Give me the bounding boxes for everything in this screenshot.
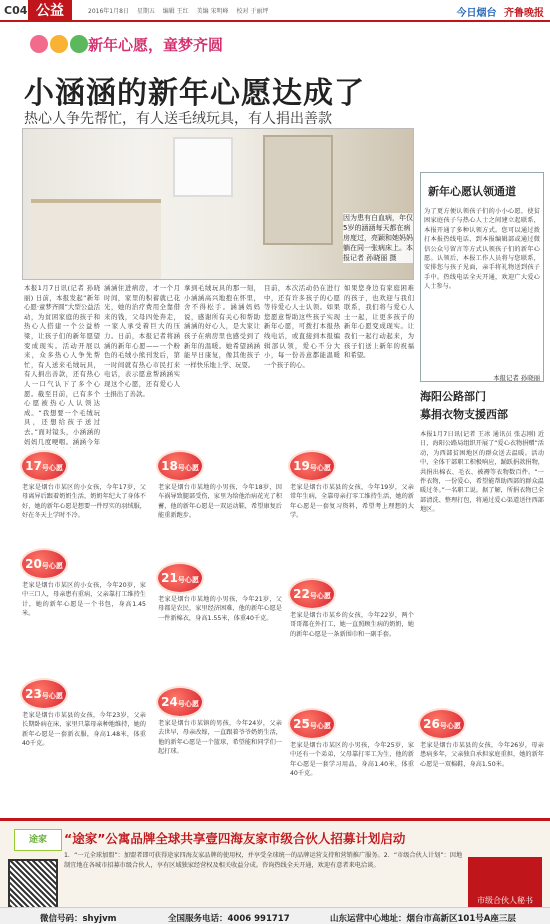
wish-text: 老家是烟台市某乡的女孩，今年22岁，两个哥哥都在外打工，她一直照顾生病的奶奶，她的新年心愿是一条新围巾和一副手套。 bbox=[290, 612, 414, 638]
wish-text: 老家是烟台市某县的女孩，今年19岁，父亲常年生病，全靠母亲打零工维持生活，她的新年心愿是一套复习资料，希望考上理想的大学。 bbox=[290, 484, 414, 519]
brand-today-yantai: 今日烟台 bbox=[456, 8, 497, 19]
photo-wardrobe bbox=[263, 135, 333, 245]
photo-bed bbox=[31, 199, 161, 279]
article-column-4: 目前，本次活动仍在进行中，还有许多孩子的心愿等待爱心人士认领。如果您愿意帮助这些孩子实现新年心愿，可拨打本报热线电话，或直接到本报编辑部认领，爱心不分大小，每一份善意都能温暖一个孩子的心。 bbox=[264, 284, 340, 369]
brand-qilu: 齐鲁晚报 bbox=[504, 8, 544, 19]
age-badge: 21号心愿 bbox=[158, 564, 202, 592]
issue-weekday: 星期五 bbox=[136, 8, 155, 15]
wish-card bbox=[22, 550, 146, 645]
article-column-2: 涵涵住进病房，才一个月时间，家里的积蓄就已花光，她的治疗费用全靠借来的钱，父母四处奔走，一家人承受着巨大的压力。日前，本报记者将涵涵的新年心愿——一个粉色的毛绒小熊刊发后，第一时间就有热心市民打来电话，表示愿意帮涵涵实现这个心愿，还有爱心人士捐出了善款。 bbox=[104, 284, 180, 398]
editor-credit: 编辑 王红 bbox=[162, 8, 189, 15]
wish-card bbox=[158, 452, 282, 547]
ad-phone: 全国服务电话：4006 991717 bbox=[168, 914, 290, 924]
wish-text: 老家是烟台市某区的小女孩，今年17岁，父母离异后跟着奶奶生活，奶奶年纪大了身体不好，她的新年心愿是想要一件厚实的羽绒服，好在冬天上学时不冷。 bbox=[22, 484, 146, 519]
wish-text: 老家是烟台市某区的小男孩，今年25岁，家中还有一个弟弟，父母靠打零工为生，他的新年心愿是一套学习用品，身高1.40米，体重40千克。 bbox=[290, 742, 414, 777]
photo-caption: 因为患有白血病，年仅5岁的涵涵每天都在病房度过，亮颖和她妈妈躺在同一张病床上。本报记者 孙晓丽 摄 bbox=[343, 213, 414, 263]
age-badge: 19号心愿 bbox=[290, 452, 334, 480]
sidebar-box-title: 新年心愿认领通道 bbox=[428, 185, 516, 198]
ad-footer bbox=[0, 907, 550, 924]
section-tag: 公益 bbox=[28, 0, 72, 22]
wish-text: 老家是烟台市某地的小男孩，今年18岁，因车祸导致腿部受伤，家里为给他治病花光了积蓄，他的新年心愿是一双运动鞋，希望康复后能重新跑步。 bbox=[158, 484, 282, 519]
wish-card bbox=[290, 580, 414, 675]
wish-card bbox=[158, 688, 282, 783]
wish-card bbox=[22, 452, 146, 547]
article-subheadline: 热心人争先帮忙，有人送毛绒玩具，有人捐出善款 bbox=[24, 111, 332, 127]
photo-window bbox=[173, 137, 233, 197]
side-news bbox=[420, 388, 544, 720]
age-badge: 20号心愿 bbox=[22, 550, 66, 578]
ad-body: 1．“一元全球加盟”：加盟者即可获得途家四海友家品牌的使用权，并享受全球统一的品牌运营支持和营销推广服务。2．“市级合伙人计划”：因地制宜地在各城市招募市级合伙人，享有区域独家经营权及相关收益分成。咨询热线全天开通，欢迎有意者来电洽谈。 bbox=[64, 852, 463, 869]
sidebar-box-body: 为了更方便认领孩子们的小小心愿，使贫困家庭孩子与热心人士之间建立起联系，本报开通了多种认领方式。您可以通过拨打本报热线电话、到本报编辑部或通过微信公众号留言等方式认领孩子们的新年心愿。认领后，本报工作人员将与您联系，安排您与孩子见面，亲手将礼物送到孩子手中。热线电话全天开通，欢迎广大爱心人士参与。 bbox=[424, 208, 540, 291]
sidebar-box bbox=[420, 172, 544, 382]
decor-dot-icon bbox=[50, 35, 68, 53]
age-badge: 25号心愿 bbox=[290, 710, 334, 738]
header-meta bbox=[88, 6, 274, 15]
article-headline: 小涵涵的新年心愿达成了 bbox=[24, 76, 365, 111]
article-column-1: 本报1月7日讯(记者 孙晓丽) 日前，本报发起“新年心愿·童梦齐圆”大型公益活动，为贫困家庭的孩子和热心人搭建一个公益桥梁，让孩子们的新年愿望变成现实。活动开展以来，众多热心人争先帮忙，有人送来毛绒玩具，有人捐出善款，还有热心人一口气认下了多个心愿。截至目前，已有多个心愿被热心人认领达成。“我想要一个毛绒玩具，还想给孩子送过去。”面对镜头，小涵涵的妈妈几度哽咽。涵涵今年 bbox=[24, 284, 100, 446]
side-news-title-b: 募捐衣物支援西部 bbox=[420, 408, 508, 421]
ad-title: “途家”公寓品牌全球共享壹四海友家市级合伙人招募计划启动 bbox=[64, 831, 406, 846]
page-header bbox=[0, 0, 550, 22]
wish-text: 老家是烟台市某区的小女孩，今年20岁，家中三口人，母亲患有重病，父亲靠打工维持生计，她的新年心愿是一个书包，身高1.45米。 bbox=[22, 582, 146, 617]
wish-card bbox=[290, 452, 414, 547]
age-badge: 17号心愿 bbox=[22, 452, 66, 480]
qr-code-icon bbox=[8, 859, 58, 909]
wish-card bbox=[290, 710, 414, 805]
page-number: C04 bbox=[4, 4, 28, 17]
article-column-3: 拿到毛绒玩具的那一刻，小涵涵高兴地抱在怀里，舍不得松手。涵涵妈妈说，感谢所有关心和帮助涵涵的好心人，是大家让孩子在病房里也感受到了新年的温暖。她希望涵涵能早日康复，像其他孩子一样快乐地上学、玩耍。 bbox=[184, 284, 260, 369]
ad-address: 山东运营中心地址：烟台市高新区101号A座三层 bbox=[330, 914, 516, 924]
age-badge: 24号心愿 bbox=[158, 688, 202, 716]
age-badge: 22号心愿 bbox=[290, 580, 334, 608]
campaign-banner bbox=[30, 30, 250, 58]
wish-text: 老家是烟台市某县的女孩，今年26岁，母亲患病多年，父亲独自承担家庭重担，她的新年心愿是一双棉鞋，身高1.50米。 bbox=[420, 742, 544, 768]
ward-photo bbox=[22, 128, 414, 280]
wish-text: 老家是烟台市某县的女孩，今年23岁，父亲长期卧病在床，家里只靠母亲种地维持，她的新年心愿是一套新衣服，身高1.48米，体重40千克。 bbox=[22, 712, 146, 747]
age-badge: 23号心愿 bbox=[22, 680, 66, 708]
age-badge: 18号心愿 bbox=[158, 452, 202, 480]
side-news-title-a: 海阳公路部门 bbox=[420, 390, 486, 403]
sidebar-box-signature: 本报记者 孙晓丽 bbox=[493, 374, 540, 382]
wish-text: 老家是烟台市某镇的男孩，今年24岁，父亲去世早，母亲改嫁，一直跟着爷爷奶奶生活，他的新年心愿是一个篮球，希望能和同学们一起打球。 bbox=[158, 720, 282, 755]
article-column-5: 如果您身边有家庭困难的孩子，也欢迎与我们联系，我们将与爱心人士一起，让更多孩子的新年心愿变成现实。让我们一起行动起来，为孩子们送上新年的祝福和希望。 bbox=[344, 284, 414, 360]
issue-date: 2016年1月8日 bbox=[88, 8, 129, 15]
wish-card bbox=[22, 680, 146, 775]
wish-card bbox=[158, 564, 282, 659]
side-news-body: 本报1月7日讯(记者 王冰 通讯员 张志刚) 近日，海阳公路局组织开展了“爱心衣物捐赠”活动，为西部贫困地区的群众送去温暖。活动中，全体干部职工积极响应，踊跃捐款捐物，共捐出棉衣、毛衣、被褥等衣物数百件。“一件衣物，一份爱心，希望能帮助西部的群众温暖过冬。”一名职工说。据了解，所捐衣物已全部清洗、整理打包，将通过爱心渠道送往西部地区。 bbox=[420, 431, 544, 514]
wish-text: 老家是烟台市某地的小男孩，今年21岁，父母都是农民，家里经济困难，他的新年心愿是一件新棉衣，身高1.55米，体重40千克。 bbox=[158, 596, 282, 622]
decor-dot-icon bbox=[70, 35, 88, 53]
age-badge: 26号心愿 bbox=[420, 710, 464, 738]
ad-wechat: 微信号码：shyjvm bbox=[40, 914, 117, 924]
proofreader-credit: 校对 于丽坪 bbox=[236, 8, 269, 15]
designer-credit: 美编 宋明峰 bbox=[196, 8, 229, 15]
campaign-title: 新年心愿，童梦齐圆 bbox=[88, 36, 224, 54]
decor-dot-icon bbox=[30, 35, 48, 53]
ad-side-label: 市级合伙人秘书 bbox=[468, 857, 542, 913]
ad-logo: 途家 bbox=[14, 829, 62, 851]
masthead-brand bbox=[457, 4, 544, 19]
wish-card bbox=[420, 710, 544, 805]
